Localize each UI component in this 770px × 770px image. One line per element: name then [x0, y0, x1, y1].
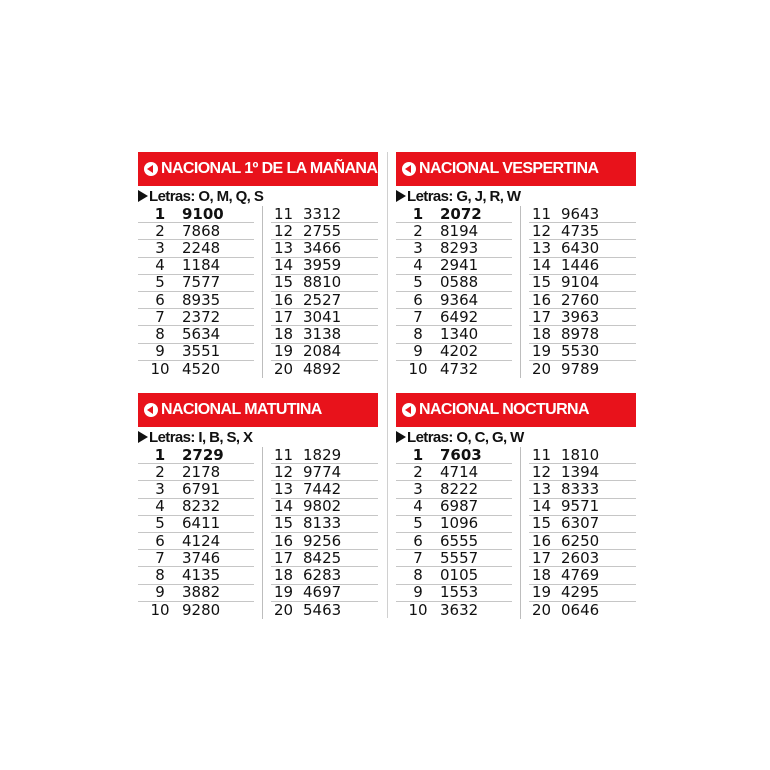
result-number: 2760: [561, 290, 600, 309]
result-row: [271, 292, 378, 309]
result-row: [396, 567, 512, 584]
result-number: 1096: [440, 514, 479, 533]
result-row: [529, 258, 636, 275]
result-number: 5530: [561, 342, 600, 361]
result-number: 9774: [303, 462, 342, 481]
letras-line: [138, 427, 378, 447]
result-position: 6: [155, 531, 165, 550]
result-row: [396, 585, 512, 602]
result-number: 9104: [561, 273, 600, 292]
result-number: 9256: [303, 531, 342, 550]
results-table: [138, 447, 378, 619]
result-row: [138, 361, 254, 378]
result-row: [396, 292, 512, 309]
result-row: [271, 585, 378, 602]
result-number: 3882: [182, 583, 221, 602]
result-position: 18: [274, 565, 294, 584]
result-position: 20: [532, 359, 552, 378]
result-position: 9: [155, 583, 165, 602]
result-position: 4: [155, 256, 165, 275]
result-row: [529, 326, 636, 343]
result-position: 4: [155, 497, 165, 516]
result-row: [529, 344, 636, 361]
result-position: 9: [413, 583, 423, 602]
result-row: [138, 292, 254, 309]
result-position: 13: [532, 479, 552, 498]
panel-title: NACIONAL VESPERTINA: [419, 160, 599, 177]
result-row: [138, 258, 254, 275]
result-row: [138, 481, 254, 498]
result-row: [271, 275, 378, 292]
result-position: 7: [413, 548, 423, 567]
result-row: [271, 533, 378, 550]
result-position: 9: [155, 342, 165, 361]
result-number: 5557: [440, 548, 479, 567]
lottery-panel: [396, 152, 636, 378]
result-number: 1446: [561, 256, 600, 275]
result-number: 7603: [440, 445, 482, 464]
results-table: [138, 206, 378, 378]
result-position: 1: [412, 445, 424, 464]
results-column-left: [396, 447, 512, 619]
result-row: [529, 309, 636, 326]
result-row: [271, 344, 378, 361]
result-position: 15: [274, 273, 294, 292]
result-row: [529, 223, 636, 240]
result-number: 3963: [561, 307, 600, 326]
result-position: 11: [532, 445, 552, 464]
column-divider: [520, 206, 521, 378]
result-row: [138, 516, 254, 533]
result-position: 18: [532, 565, 552, 584]
result-row: [529, 240, 636, 257]
result-number: 8425: [303, 548, 342, 567]
result-row: [138, 223, 254, 240]
result-number: 9789: [561, 359, 600, 378]
result-position: 12: [274, 462, 294, 481]
result-position: 6: [413, 290, 423, 309]
result-position: 8: [155, 565, 165, 584]
result-position: 2: [413, 462, 423, 481]
result-position: 1: [154, 445, 166, 464]
letras-text: Letras: G, J, R, W: [407, 187, 521, 205]
result-row: [271, 223, 378, 240]
result-number: 4124: [182, 531, 221, 550]
result-position: 13: [532, 238, 552, 257]
results-column-right: [271, 206, 378, 378]
result-row: [396, 481, 512, 498]
result-number: 6283: [303, 565, 342, 584]
result-number: 9802: [303, 497, 342, 516]
result-number: 2527: [303, 290, 342, 309]
result-row: [396, 550, 512, 567]
result-row: [529, 602, 636, 619]
result-row: [396, 206, 512, 223]
result-row: [396, 309, 512, 326]
result-position: 19: [274, 583, 294, 602]
panel-title: NACIONAL 1º DE LA MAÑANA: [161, 160, 378, 177]
result-position: 13: [274, 479, 294, 498]
result-number: 4769: [561, 565, 600, 584]
result-position: 17: [532, 307, 552, 326]
result-number: 6411: [182, 514, 221, 533]
result-position: 20: [274, 600, 294, 619]
result-row: [138, 533, 254, 550]
lottery-panel: [396, 393, 636, 619]
result-row: [529, 567, 636, 584]
panel-title: NACIONAL MATUTINA: [161, 401, 322, 418]
result-number: 4135: [182, 565, 221, 584]
result-row: [529, 499, 636, 516]
result-row: [396, 499, 512, 516]
result-number: 0105: [440, 565, 479, 584]
result-row: [271, 516, 378, 533]
result-position: 19: [274, 342, 294, 361]
panel-title: NACIONAL NOCTURNA: [419, 401, 589, 418]
result-number: 7442: [303, 479, 342, 498]
result-number: 8293: [440, 238, 479, 257]
result-row: [396, 258, 512, 275]
result-position: 3: [413, 479, 423, 498]
result-number: 0588: [440, 273, 479, 292]
result-number: 6430: [561, 238, 600, 257]
result-number: 8333: [561, 479, 600, 498]
result-row: [396, 275, 512, 292]
column-divider: [262, 206, 263, 378]
center-divider: [387, 152, 388, 618]
result-number: 2372: [182, 307, 221, 326]
result-position: 2: [413, 221, 423, 240]
result-number: 3041: [303, 307, 342, 326]
triangle-right-icon: [138, 431, 148, 443]
result-number: 0646: [561, 600, 600, 619]
result-position: 6: [155, 290, 165, 309]
panel-header: [138, 152, 378, 186]
result-number: 4202: [440, 342, 479, 361]
results-column-left: [138, 447, 254, 619]
letras-text: Letras: I, B, S, X: [149, 428, 253, 446]
result-number: 1394: [561, 462, 600, 481]
result-position: 5: [155, 273, 165, 292]
result-position: 15: [532, 273, 552, 292]
result-position: 15: [274, 514, 294, 533]
result-number: 4520: [182, 359, 221, 378]
panel-header: [396, 152, 636, 186]
result-position: 2: [155, 462, 165, 481]
result-row: [396, 516, 512, 533]
result-row: [271, 499, 378, 516]
result-position: 10: [408, 600, 428, 619]
result-number: 3746: [182, 548, 221, 567]
results-table: [396, 447, 636, 619]
result-row: [529, 292, 636, 309]
result-row: [138, 585, 254, 602]
result-position: 2: [155, 221, 165, 240]
result-number: 6791: [182, 479, 221, 498]
result-position: 19: [532, 583, 552, 602]
lottery-panel: [138, 393, 378, 619]
result-position: 15: [532, 514, 552, 533]
result-row: [396, 344, 512, 361]
result-position: 10: [150, 600, 170, 619]
result-number: 1829: [303, 445, 342, 464]
result-row: [396, 464, 512, 481]
result-number: 8133: [303, 514, 342, 533]
result-position: 1: [412, 204, 424, 223]
triangle-right-icon: [396, 190, 406, 202]
result-row: [529, 361, 636, 378]
result-number: 1340: [440, 324, 479, 343]
result-row: [138, 275, 254, 292]
results-column-left: [138, 206, 254, 378]
result-row: [529, 550, 636, 567]
result-number: 8810: [303, 273, 342, 292]
result-row: [138, 567, 254, 584]
result-row: [529, 447, 636, 464]
result-row: [271, 361, 378, 378]
result-position: 7: [413, 307, 423, 326]
result-number: 6492: [440, 307, 479, 326]
result-number: 7868: [182, 221, 221, 240]
result-position: 14: [274, 497, 294, 516]
result-row: [529, 533, 636, 550]
results-column-right: [529, 206, 636, 378]
result-row: [138, 326, 254, 343]
result-position: 17: [274, 307, 294, 326]
result-row: [138, 309, 254, 326]
result-position: 16: [274, 290, 294, 309]
result-number: 2072: [440, 204, 482, 223]
letras-line: [396, 427, 636, 447]
result-row: [396, 361, 512, 378]
result-number: 8222: [440, 479, 479, 498]
result-position: 18: [532, 324, 552, 343]
result-position: 12: [532, 221, 552, 240]
result-row: [529, 275, 636, 292]
result-number: 2178: [182, 462, 221, 481]
result-number: 8978: [561, 324, 600, 343]
result-position: 7: [155, 307, 165, 326]
result-row: [396, 223, 512, 240]
result-position: 8: [155, 324, 165, 343]
result-row: [138, 464, 254, 481]
result-row: [396, 602, 512, 619]
result-number: 2248: [182, 238, 221, 257]
result-number: 3138: [303, 324, 342, 343]
column-divider: [520, 447, 521, 619]
result-row: [271, 464, 378, 481]
lottery-panel: [138, 152, 378, 378]
result-number: 4697: [303, 583, 342, 602]
result-row: [529, 585, 636, 602]
result-position: 1: [154, 204, 166, 223]
result-number: 7577: [182, 273, 221, 292]
triangle-right-icon: [138, 190, 148, 202]
result-row: [529, 516, 636, 533]
result-position: 9: [413, 342, 423, 361]
result-number: 4295: [561, 583, 600, 602]
arrow-circle-left-icon: [144, 403, 158, 417]
column-divider: [262, 447, 263, 619]
arrow-circle-left-icon: [402, 403, 416, 417]
result-row: [529, 206, 636, 223]
result-position: 6: [413, 531, 423, 550]
result-row: [271, 550, 378, 567]
results-column-right: [529, 447, 636, 619]
result-number: 4732: [440, 359, 479, 378]
results-column-right: [271, 447, 378, 619]
result-position: 10: [408, 359, 428, 378]
result-position: 4: [413, 256, 423, 275]
result-number: 9280: [182, 600, 221, 619]
result-number: 3959: [303, 256, 342, 275]
result-number: 8935: [182, 290, 221, 309]
result-number: 8194: [440, 221, 479, 240]
result-number: 9571: [561, 497, 600, 516]
result-position: 13: [274, 238, 294, 257]
result-position: 16: [274, 531, 294, 550]
result-number: 6307: [561, 514, 600, 533]
result-position: 14: [532, 256, 552, 275]
result-number: 5634: [182, 324, 221, 343]
result-number: 4714: [440, 462, 479, 481]
result-row: [271, 567, 378, 584]
result-row: [529, 464, 636, 481]
result-position: 19: [532, 342, 552, 361]
results-table: [396, 206, 636, 378]
result-row: [529, 481, 636, 498]
result-position: 17: [532, 548, 552, 567]
result-number: 9364: [440, 290, 479, 309]
arrow-circle-left-icon: [402, 162, 416, 176]
letras-text: Letras: O, M, Q, S: [149, 187, 264, 205]
result-row: [138, 240, 254, 257]
result-number: 3466: [303, 238, 342, 257]
result-row: [396, 447, 512, 464]
panel-header: [396, 393, 636, 427]
result-number: 3632: [440, 600, 479, 619]
result-position: 8: [413, 324, 423, 343]
result-row: [271, 447, 378, 464]
result-number: 2729: [182, 445, 224, 464]
results-column-left: [396, 206, 512, 378]
panel-header: [138, 393, 378, 427]
result-number: 4892: [303, 359, 342, 378]
letras-line: [138, 186, 378, 206]
result-row: [271, 206, 378, 223]
result-position: 17: [274, 548, 294, 567]
result-position: 20: [274, 359, 294, 378]
result-number: 3312: [303, 204, 342, 223]
result-row: [138, 550, 254, 567]
result-number: 5463: [303, 600, 342, 619]
result-number: 8232: [182, 497, 221, 516]
result-row: [396, 326, 512, 343]
result-row: [271, 481, 378, 498]
result-row: [271, 240, 378, 257]
result-number: 9643: [561, 204, 600, 223]
arrow-circle-left-icon: [144, 162, 158, 176]
result-position: 5: [413, 273, 423, 292]
result-row: [138, 602, 254, 619]
result-position: 20: [532, 600, 552, 619]
result-row: [138, 344, 254, 361]
result-row: [396, 533, 512, 550]
result-position: 3: [155, 479, 165, 498]
result-position: 11: [532, 204, 552, 223]
result-number: 9100: [182, 204, 224, 223]
result-row: [271, 326, 378, 343]
result-position: 7: [155, 548, 165, 567]
result-position: 14: [274, 256, 294, 275]
result-row: [138, 499, 254, 516]
result-position: 3: [413, 238, 423, 257]
result-position: 11: [274, 204, 294, 223]
result-number: 1810: [561, 445, 600, 464]
result-position: 5: [413, 514, 423, 533]
result-number: 1184: [182, 256, 221, 275]
triangle-right-icon: [396, 431, 406, 443]
result-position: 18: [274, 324, 294, 343]
result-position: 3: [155, 238, 165, 257]
result-row: [138, 447, 254, 464]
result-number: 2084: [303, 342, 342, 361]
result-position: 16: [532, 290, 552, 309]
result-row: [271, 309, 378, 326]
result-number: 3551: [182, 342, 221, 361]
result-position: 5: [155, 514, 165, 533]
result-position: 11: [274, 445, 294, 464]
result-position: 12: [532, 462, 552, 481]
result-row: [138, 206, 254, 223]
result-position: 14: [532, 497, 552, 516]
result-number: 2941: [440, 256, 479, 275]
result-number: 6250: [561, 531, 600, 550]
result-position: 10: [150, 359, 170, 378]
result-number: 6555: [440, 531, 479, 550]
result-number: 1553: [440, 583, 479, 602]
result-row: [396, 240, 512, 257]
result-row: [271, 602, 378, 619]
letras-text: Letras: O, C, G, W: [407, 428, 524, 446]
letras-line: [396, 186, 636, 206]
result-position: 16: [532, 531, 552, 550]
result-position: 12: [274, 221, 294, 240]
result-number: 2603: [561, 548, 600, 567]
result-position: 4: [413, 497, 423, 516]
result-position: 8: [413, 565, 423, 584]
result-row: [271, 258, 378, 275]
result-number: 6987: [440, 497, 479, 516]
result-number: 2755: [303, 221, 342, 240]
result-number: 4735: [561, 221, 600, 240]
